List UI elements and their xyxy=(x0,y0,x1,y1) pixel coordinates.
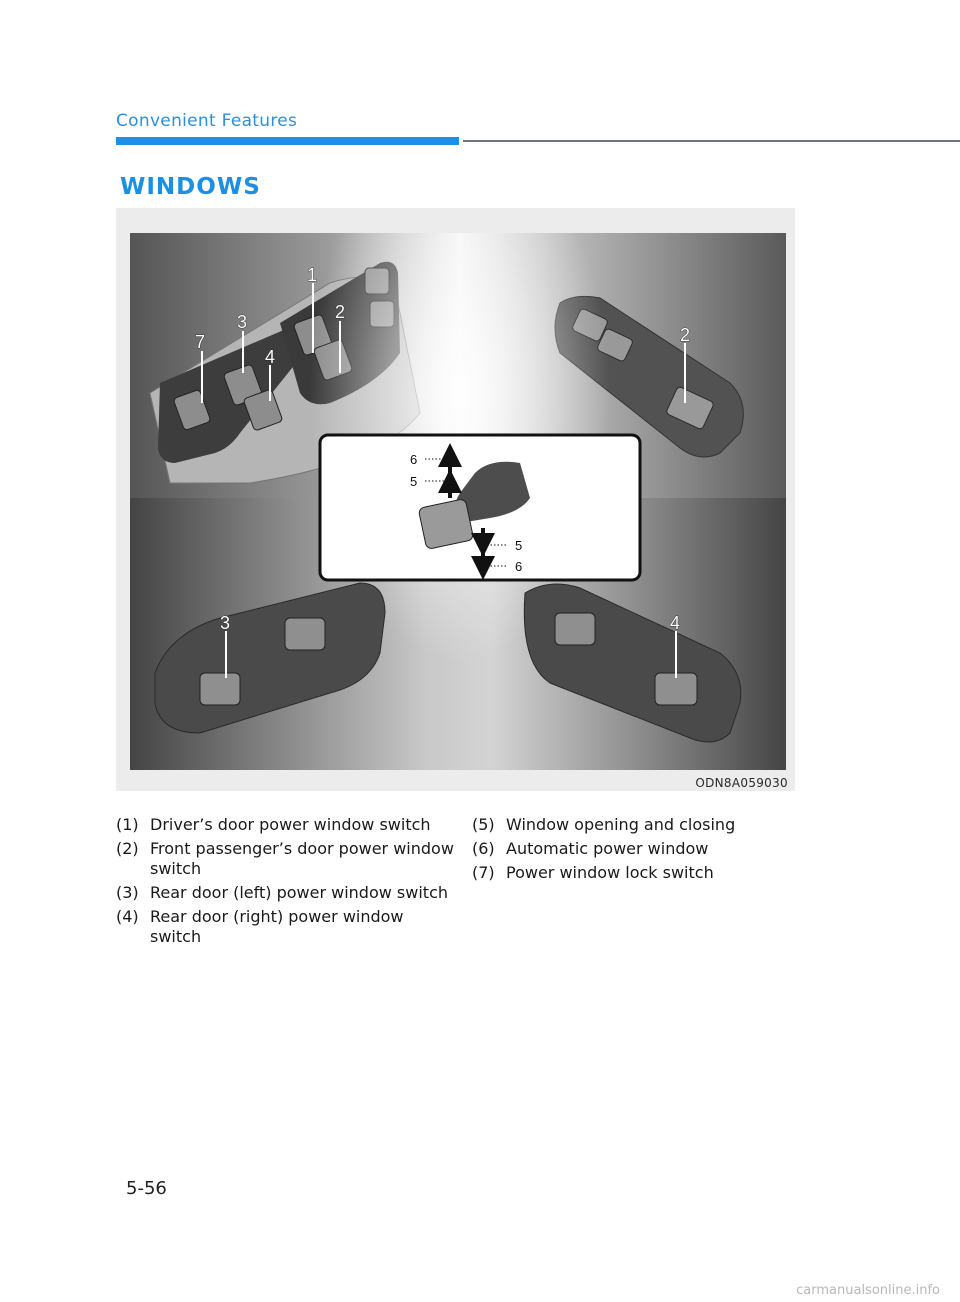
legend-text: Window opening and closing xyxy=(506,815,736,834)
legend-left xyxy=(116,815,456,951)
legend-item xyxy=(472,815,802,835)
legend-num: (6) xyxy=(472,839,495,858)
page-number: 5-56 xyxy=(126,1178,167,1199)
legend-item xyxy=(116,883,456,903)
legend-item xyxy=(116,907,456,947)
legend-num: (7) xyxy=(472,863,495,882)
legend-num: (1) xyxy=(116,815,139,834)
legend-num: (2) xyxy=(116,839,139,858)
figure-code: ODN8A059030 xyxy=(695,776,788,790)
legend-item xyxy=(116,839,456,879)
callout-7: 7 xyxy=(195,332,206,352)
callout-3-rear: 3 xyxy=(220,613,231,633)
legend-text: Automatic power window xyxy=(506,839,709,858)
legend-num: (3) xyxy=(116,883,139,902)
legend-item xyxy=(472,839,802,859)
legend-text: Rear door (right) power window switch xyxy=(150,907,404,946)
inset-label-5-up: 5 xyxy=(410,474,418,489)
callout-2-driver: 2 xyxy=(335,302,346,322)
page-title: WINDOWS xyxy=(120,174,261,200)
callout-4-driver: 4 xyxy=(265,347,276,367)
legend-right xyxy=(472,815,802,887)
watermark: carmanualsonline.info xyxy=(796,1283,940,1298)
legend-text: Front passenger’s door power window switch xyxy=(150,839,454,878)
callout-3-driver: 3 xyxy=(237,312,248,332)
inset-label-5-down: 5 xyxy=(515,538,523,553)
legend-text: Driver’s door power window switch xyxy=(150,815,431,834)
inset-label-6-down: 6 xyxy=(515,559,523,574)
legend-num: (4) xyxy=(116,907,139,926)
header-rule-gray xyxy=(463,140,960,142)
window-switch-illustration xyxy=(130,233,786,770)
legend-item xyxy=(116,815,456,835)
header-rule-blue xyxy=(116,137,459,145)
legend-num: (5) xyxy=(472,815,495,834)
callout-4-rear: 4 xyxy=(670,613,681,633)
legend-item xyxy=(472,863,802,883)
callout-1: 1 xyxy=(307,265,318,285)
section-label: Convenient Features xyxy=(116,111,298,131)
legend-text: Rear door (left) power window switch xyxy=(150,883,448,902)
legend-text: Power window lock switch xyxy=(506,863,714,882)
callout-2-passenger: 2 xyxy=(680,325,691,345)
inset-label-6-up: 6 xyxy=(410,452,418,467)
